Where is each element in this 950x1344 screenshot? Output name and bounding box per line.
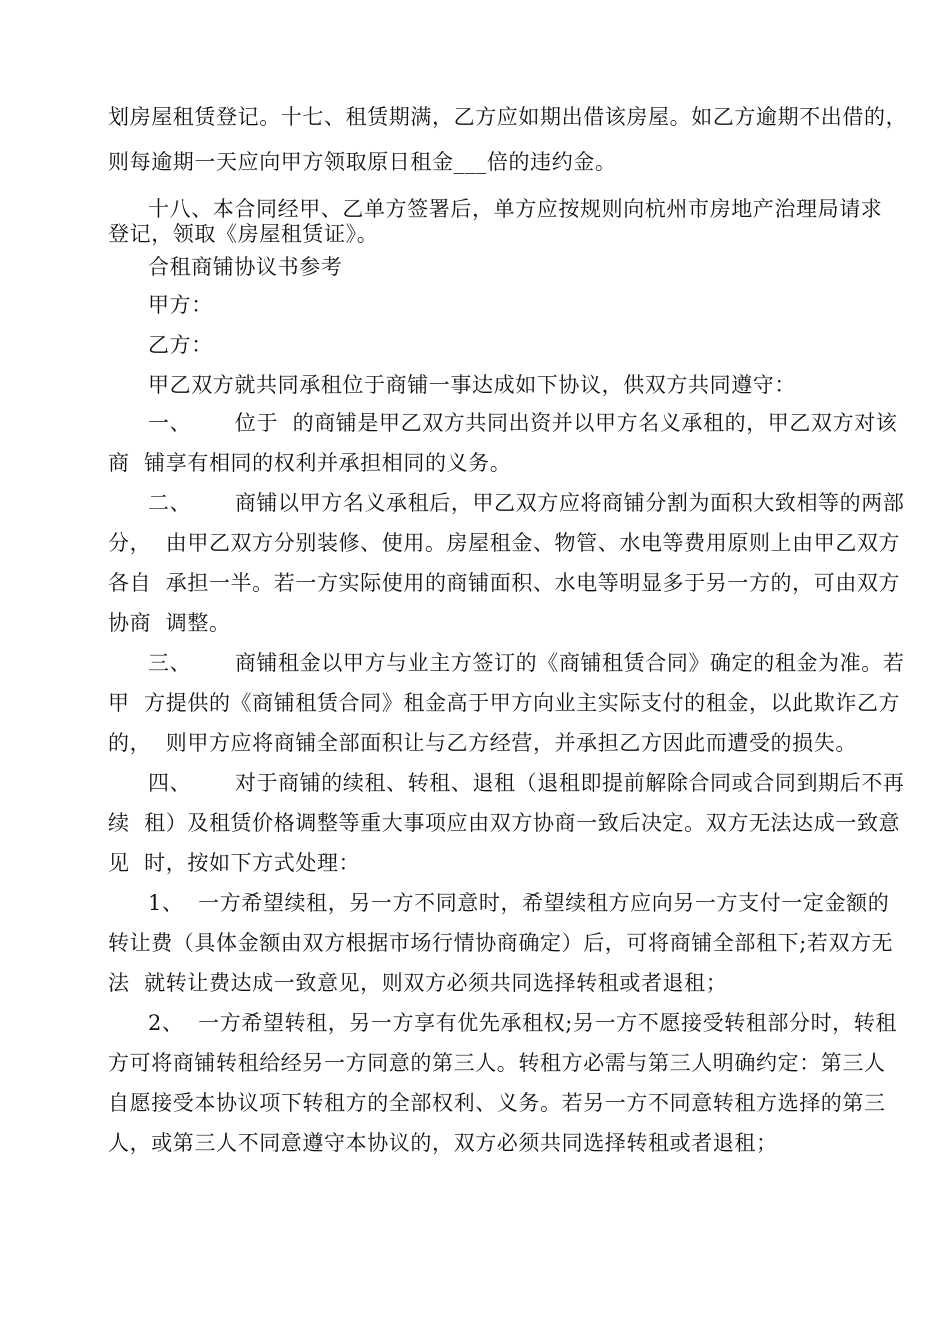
text-line: 协商 调整。 — [108, 611, 231, 635]
clause-line: 1、 一方希望续租，另一方不同意时，希望续租方应向另一方支付一定金额的 — [148, 891, 890, 915]
clause-line: 2、 一方希望转租，另一方享有优先承租权;另一方不愿接受转租部分时，转租 — [148, 1011, 897, 1035]
party-b-label: 乙方： — [148, 333, 213, 357]
text-line: 则每逾期一天应向甲方领取原日租金___倍的违约金。 — [108, 150, 617, 174]
text-line: 的， 则甲方应将商铺全部面积让与乙方经营，并承担乙方因此而遭受的损失。 — [108, 731, 857, 755]
clause-line: 四、 对于商铺的续租、转租、退租（退租即提前解除合同或合同到期后不再 — [148, 771, 905, 795]
text-line: 见 时，按如下方式处理： — [108, 851, 361, 875]
text-line: 甲 方提供的《商铺租赁合同》租金高于甲方向业主实际支付的租金，以此欺诈乙方 — [108, 691, 901, 715]
text-line: 人，或第三人不同意遵守本协议的，双方必须共同选择转租或者退租； — [108, 1131, 778, 1155]
text-line: 十八、本合同经甲、乙单方签署后，单方应按规则向杭州市房地产治理局请求 — [148, 197, 883, 221]
party-a-label: 甲方： — [148, 293, 213, 317]
text-line: 方可将商铺转租给经另一方同意的第三人。转租方必需与第三人明确约定：第三人 — [108, 1051, 886, 1075]
text-line: 自愿接受本协议项下转租方的全部权利、义务。若另一方不同意转租方选择的第三 — [108, 1091, 886, 1115]
section-title: 合租商铺协议书参考 — [148, 255, 343, 279]
text-line: 商 铺享有相同的权利并承担相同的义务。 — [108, 451, 512, 475]
text-line: 登记，领取《房屋租赁证》。 — [108, 222, 379, 246]
text-line: 划房屋租赁登记。十七、租赁期满，乙方应如期出借该房屋。如乙方逾期不出借的， — [108, 105, 908, 129]
text-line: 各自 承担一半。若一方实际使用的商铺面积、水电等明显多于另一方的，可由双方 — [108, 571, 901, 595]
text-line: 续 租）及租赁价格调整等重大事项应由双方协商一致后决定。双方无法达成一致意 — [108, 811, 901, 835]
clause-line: 二、 商铺以甲方名义承租后，甲乙双方应将商铺分割为面积大致相等的两部 — [148, 491, 905, 515]
text-line: 法 就转让费达成一致意见，则双方必须共同选择转租或者退租； — [108, 971, 728, 995]
text-line: 甲乙双方就共同承租位于商铺一事达成如下协议，供双方共同遵守： — [148, 373, 796, 397]
text-line: 分， 由甲乙双方分别装修、使用。房屋租金、物管、水电等费用原则上由甲乙双方 — [108, 531, 901, 555]
clause-line: 一、 位于 的商铺是甲乙双方共同出资并以甲方名义承租的，甲乙双方对该 — [148, 411, 898, 435]
clause-line: 三、 商铺租金以甲方与业主方签订的《商铺租赁合同》确定的租金为准。若 — [148, 651, 905, 675]
text-line: 转让费（具体金额由双方根据市场行情协商确定）后，可将商铺全部租下;若双方无 — [108, 931, 894, 955]
